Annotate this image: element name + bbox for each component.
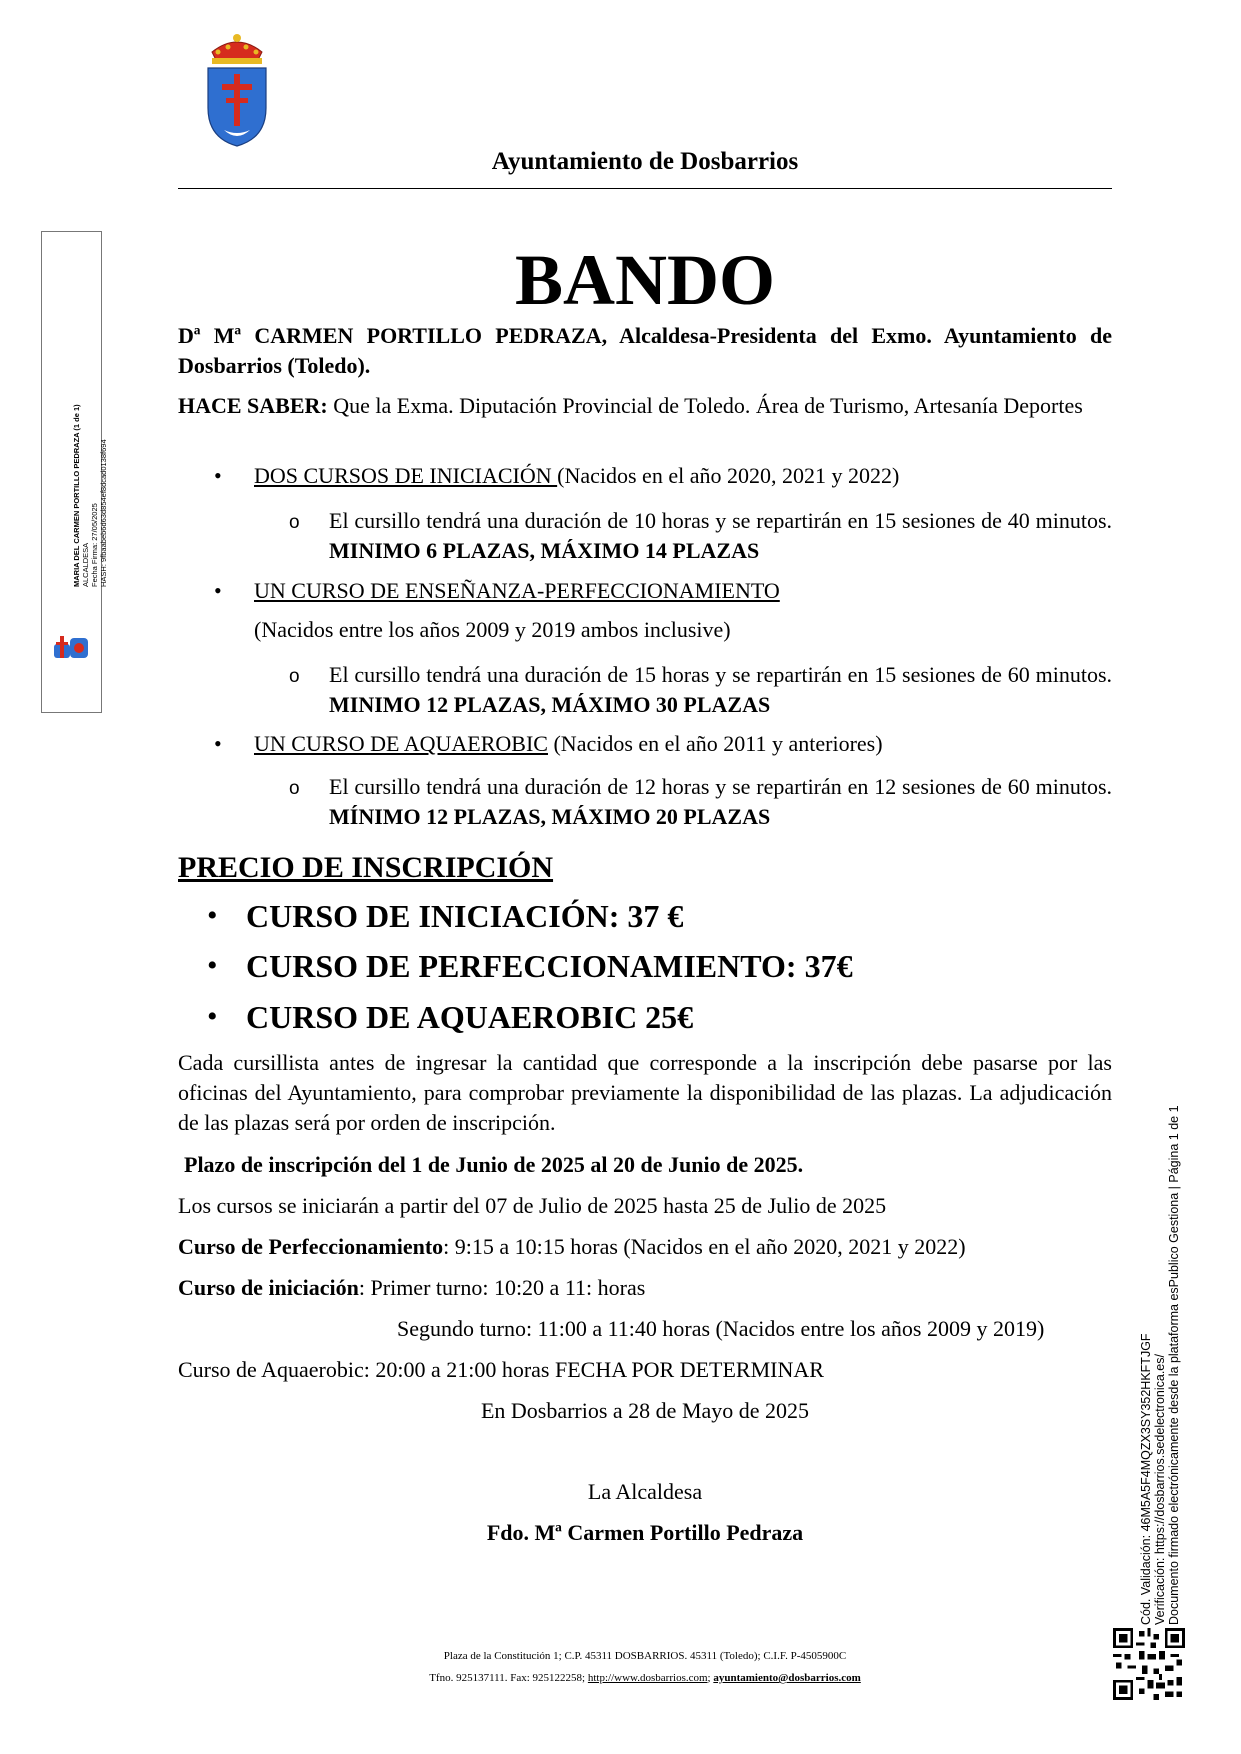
price-item: CURSO DE INICIACIÓN: 37 € [246, 898, 684, 934]
footer-email-link[interactable]: ayuntamiento@dosbarrios.com [713, 1672, 861, 1684]
course-name: UN CURSO DE ENSEÑANZA-PERFECCIONAMIENTO [254, 578, 780, 603]
signature-role: ALCALDESA [81, 542, 90, 587]
place-date: En Dosbarrios a 28 de Mayo de 2025 [480, 1398, 810, 1423]
schedule-iniciacion [178, 1273, 1112, 1303]
footer-phone-fax: Tfno. 925137111. Fax: 925122258; [429, 1672, 588, 1684]
bullet-icon: • [207, 949, 218, 982]
signature-platform-note: Documento firmado electrónicamente desde la plataforma esPublico Gestiona | Página 1 de 1 [1167, 1105, 1181, 1625]
course-detail [329, 660, 1112, 720]
course-detail-text: El cursillo tendrá una duración de 10 horas y se repartirán en 15 sesiones de 40 minutos. [329, 508, 1112, 533]
course-places: MINIMO 12 PLAZAS, MÁXIMO 30 PLAZAS [329, 692, 771, 717]
course-note: (Nacidos entre los años 2009 y 2019 ambos inclusive) [254, 617, 731, 642]
verification-stamp [1139, 1105, 1181, 1625]
course-places: MÍNIMO 12 PLAZAS, MÁXIMO 20 PLAZAS [329, 804, 771, 829]
bullet-icon: • [207, 899, 218, 932]
footer-website-link[interactable]: http://www.dosbarrios.com [587, 1672, 708, 1684]
verification-url: Verificación: https://dosbarrios.sedelectronica.es/ [1153, 1354, 1167, 1625]
footer-contact [0, 1672, 1241, 1684]
course-note: (Nacidos en el año 2011 y anteriores) [547, 731, 883, 756]
signature-date: Fecha Firma: 27/05/2025 [90, 503, 99, 587]
course-detail-text: El cursillo tendrá una duración de 12 horas y se repartirán en 12 sesiones de 60 minutos. [329, 774, 1112, 799]
course-detail [329, 506, 1112, 566]
course-detail [329, 772, 1112, 832]
header-title: Ayuntamiento de Dosbarrios [491, 148, 799, 175]
footer-separator: ; [707, 1672, 714, 1684]
registration-paragraph: Cada cursillista antes de ingresar la cantidad que corresponde a la inscripción debe pasarse por las oficinas del Ayuntamiento, para comprobar previamente la disponibilidad de las plazas. La adjudicación de las plazas será por orden de inscripción. [178, 1050, 1112, 1135]
bullet-icon: • [214, 578, 222, 603]
course-name: DOS CURSOS DE INICIACIÓN [254, 463, 558, 488]
schedule-label: Curso de iniciación [178, 1275, 359, 1300]
hace-saber-paragraph [178, 391, 1112, 421]
hace-saber-text: Que la Exma. Diputación Provincial de Toledo. Área de Turismo, Artesanía Deportes [327, 393, 1083, 418]
schedule-text: : Primer turno: 10:20 a 11: horas [358, 1275, 646, 1300]
sub-bullet-icon: o [289, 512, 300, 533]
coat-of-arms-icon [200, 30, 274, 148]
sub-bullet-icon: o [289, 778, 300, 799]
header-divider [178, 188, 1112, 189]
course-item [254, 729, 1112, 759]
signature-stamp-text [72, 337, 108, 587]
signature-hash: HASH: 9fbaabeb6d63d854ef8dcad0138f694 [99, 439, 108, 587]
signer-role: La Alcaldesa [587, 1479, 703, 1504]
deadline-paragraph: Plazo de inscripción del 1 de Junio de 2025 al 20 de Junio de 2025. [184, 1152, 804, 1177]
bullet-icon: • [214, 731, 222, 756]
price-item: CURSO DE PERFECCIONAMIENTO: 37€ [246, 948, 853, 984]
signature-signer: MARIA DEL CARMEN PORTILLO PEDRAZA (1 de 1) [72, 404, 81, 587]
footer-address: Plaza de la Constitución 1; C.P. 45311 DOSBARRIOS. 45311 (Toledo); C.I.F. P-4505900C [443, 1650, 847, 1662]
hace-saber-label: HACE SABER: [178, 393, 328, 418]
price-item: CURSO DE AQUAEROBIC 25€ [246, 999, 694, 1035]
small-coat-of-arms-icon [52, 632, 90, 662]
course-item [254, 576, 1112, 606]
course-item [254, 461, 1112, 491]
sub-bullet-icon: o [289, 666, 300, 687]
signer-name: Fdo. Mª Carmen Portillo Pedraza [486, 1520, 804, 1545]
qr-code-icon [1113, 1628, 1185, 1700]
price-heading: PRECIO DE INSCRIPCIÓN [178, 851, 554, 884]
course-detail-text: El cursillo tendrá una duración de 15 horas y se repartirán en 15 sesiones de 60 minutos. [329, 662, 1112, 687]
validation-code: Cód. Validación: 46M5A5F4MQZX3SY352HKFTJGF [1139, 1333, 1153, 1625]
course-note: (Nacidos en el año 2020, 2021 y 2022) [557, 463, 900, 488]
bullet-icon: • [207, 1000, 218, 1033]
course-places: MINIMO 6 PLAZAS, MÁXIMO 14 PLAZAS [329, 538, 760, 563]
course-name: UN CURSO DE AQUAEROBIC [254, 731, 548, 756]
document-title: BANDO [514, 240, 775, 320]
schedule-aquaerobic: Curso de Aquaerobic: 20:00 a 21:00 horas FECHA POR DETERMINAR [178, 1357, 824, 1382]
course-dates-paragraph: Los cursos se iniciarán a partir del 07 de Julio de 2025 hasta 25 de Julio de 2025 [178, 1193, 887, 1218]
schedule-text: : 9:15 a 10:15 horas (Nacidos en el año 2020, 2021 y 2022) [443, 1234, 966, 1259]
bullet-icon: • [214, 463, 222, 488]
issuer-paragraph: Dª Mª CARMEN PORTILLO PEDRAZA, Alcaldesa-Presidenta del Exmo. Ayuntamiento de Dosbarrios (Toledo). [178, 323, 1112, 378]
schedule-label: Curso de Perfeccionamiento [178, 1234, 444, 1259]
schedule-perfeccionamiento [178, 1232, 1112, 1262]
schedule-second-turn: Segundo turno: 11:00 a 11:40 horas (Nacidos entre los años 2009 y 2019) [397, 1316, 1045, 1341]
